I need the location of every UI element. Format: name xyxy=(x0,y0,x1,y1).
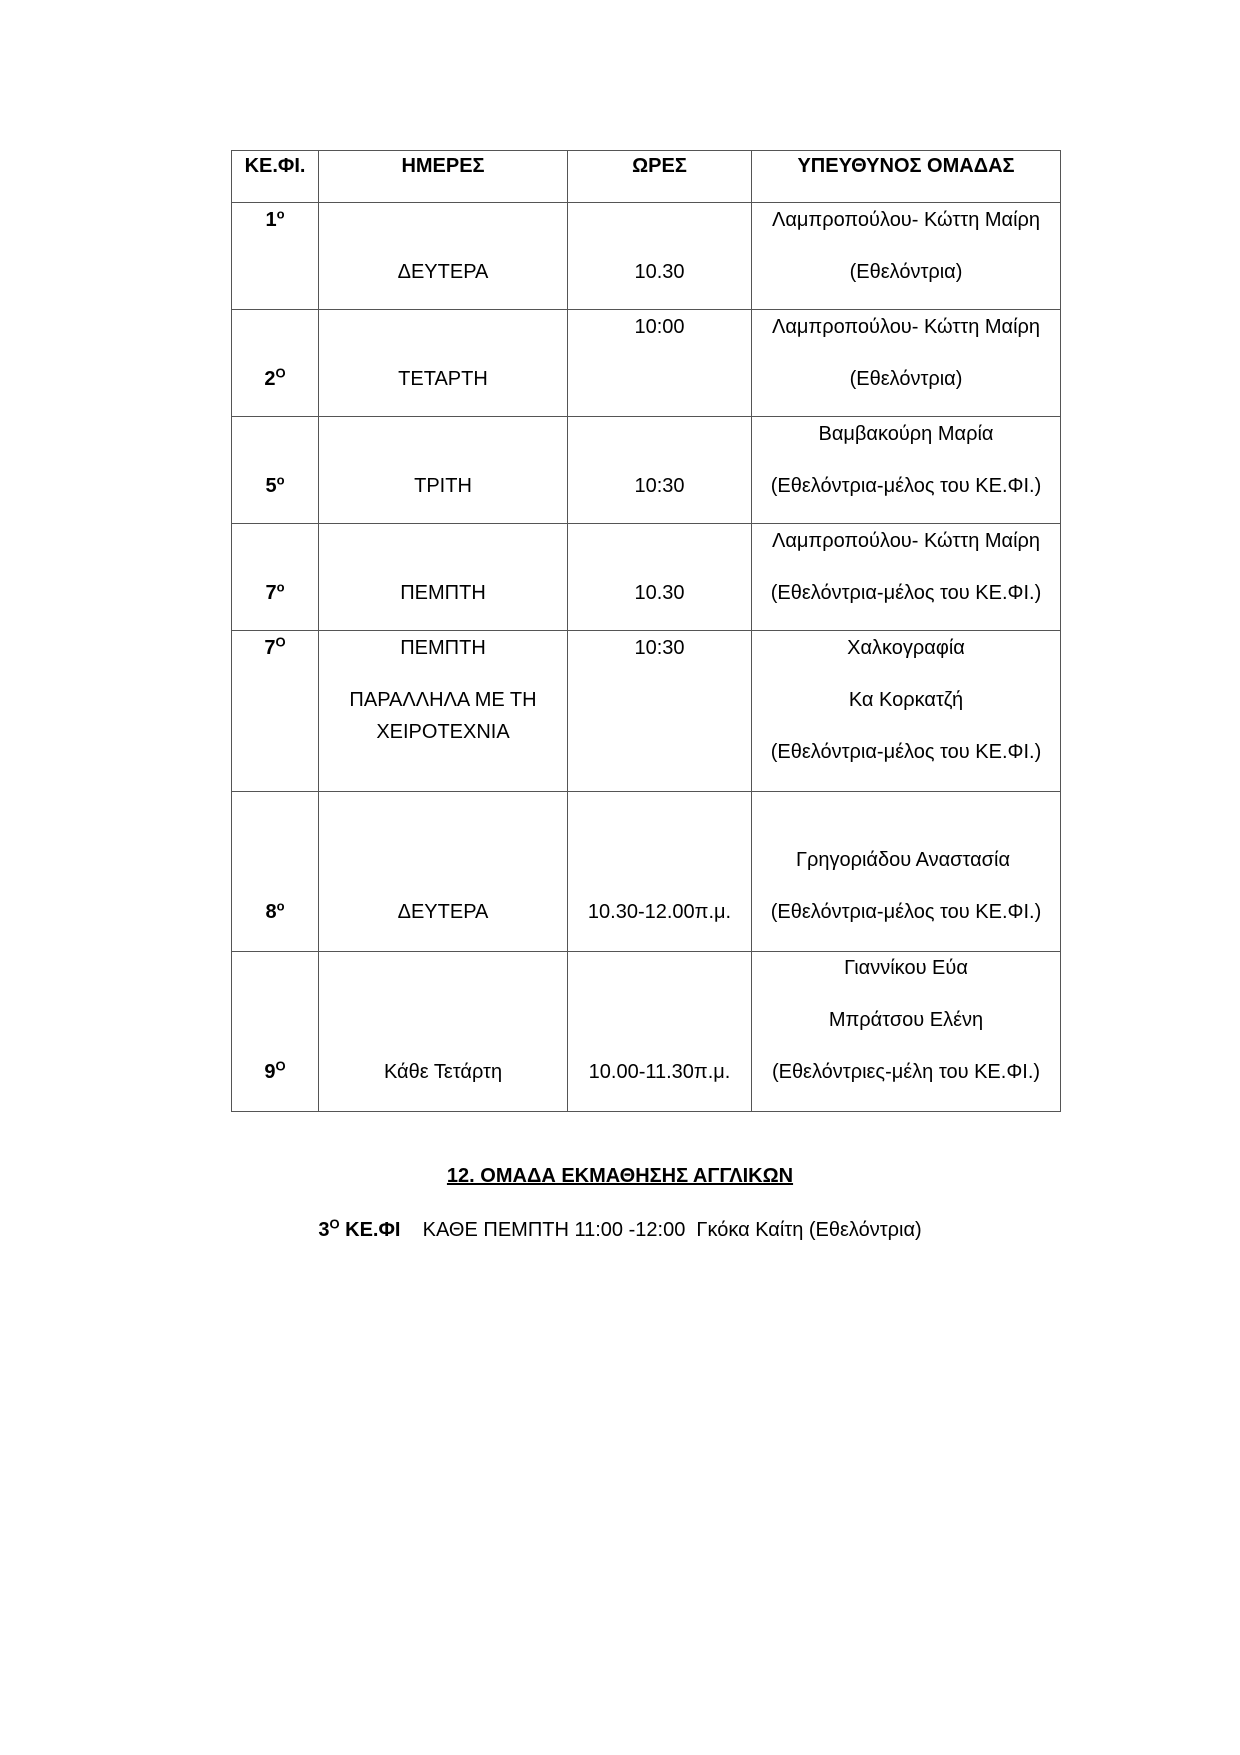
header-hours: ΩΡΕΣ xyxy=(568,151,752,203)
section-center-ordinal: Ο xyxy=(329,1216,340,1232)
responsible-cell xyxy=(752,524,1061,631)
time-cell xyxy=(568,952,752,1112)
responsible-text: (Εθελόντρια-μέλος του ΚΕ.ΦΙ.) xyxy=(770,582,1042,604)
time-cell xyxy=(568,524,752,631)
day-text: ΤΕΤΑΡΤΗ xyxy=(398,368,488,390)
section-schedule-line xyxy=(0,1216,1240,1242)
day-cell xyxy=(319,631,568,792)
day-text: Κάθε Τετάρτη xyxy=(383,1061,503,1083)
center-number: 8 xyxy=(265,901,277,923)
responsible-text: Γρηγοριάδου Αναστασία xyxy=(795,849,1011,871)
responsible-text: Γιαννίκου Εύα xyxy=(844,957,968,979)
center-ordinal: ο xyxy=(276,472,285,488)
section-details: ΚΑΘΕ ΠΕΜΠΤΗ 11:00 -12:00 Γκόκα Καίτη (Εθελόντρια) xyxy=(400,1219,922,1241)
time-cell xyxy=(568,310,752,417)
responsible-text: Χαλκογραφία xyxy=(847,637,965,659)
table-row xyxy=(232,524,1061,631)
time-text: 10:30 xyxy=(634,475,685,497)
section-center-number: 3 xyxy=(318,1219,330,1241)
table-row xyxy=(232,417,1061,524)
center-cell xyxy=(232,631,319,792)
day-text: ΠΕΜΠΤΗ xyxy=(400,582,486,604)
time-cell xyxy=(568,417,752,524)
time-text: 10:30 xyxy=(634,637,685,659)
center-ordinal: Ο xyxy=(275,365,286,381)
center-cell xyxy=(232,203,319,310)
time-cell xyxy=(568,631,752,792)
day-text: ΠΕΜΠΤΗ xyxy=(400,637,486,659)
schedule-table xyxy=(231,150,1061,1112)
time-text: 10.30-12.00π.μ. xyxy=(587,901,732,923)
day-cell xyxy=(319,792,568,952)
responsible-text: Κα Κορκατζή xyxy=(848,689,964,711)
day-cell xyxy=(319,203,568,310)
day-text: ΔΕΥΤΕΡΑ xyxy=(397,261,489,283)
table-header-row xyxy=(232,151,1061,203)
time-text: 10.30 xyxy=(634,261,685,283)
time-text: 10:00 xyxy=(634,316,685,338)
responsible-cell xyxy=(752,631,1061,792)
time-text: 10.30 xyxy=(634,582,685,604)
responsible-text: (Εθελόντρια) xyxy=(849,261,963,283)
responsible-text: (Εθελόντρια) xyxy=(849,368,963,390)
responsible-cell xyxy=(752,792,1061,952)
day-cell xyxy=(319,310,568,417)
center-number: 1 xyxy=(265,209,277,231)
responsible-text: Μπράτσου Ελένη xyxy=(828,1009,984,1031)
table-row xyxy=(232,310,1061,417)
center-ordinal: ο xyxy=(276,579,285,595)
center-ordinal: Ο xyxy=(275,634,286,650)
table-row xyxy=(232,792,1061,952)
day-cell xyxy=(319,952,568,1112)
table-row xyxy=(232,631,1061,792)
responsible-cell xyxy=(752,417,1061,524)
responsible-text: Λαμπροπούλου- Κώττη Μαίρη xyxy=(771,530,1041,552)
section-center-label: ΚΕ.ΦΙ xyxy=(339,1219,401,1241)
center-number: 5 xyxy=(265,475,277,497)
responsible-text: Λαμπροπούλου- Κώττη Μαίρη xyxy=(771,316,1041,338)
responsible-text: (Εθελόντρια-μέλος του ΚΕ.ΦΙ.) xyxy=(770,741,1042,763)
responsible-cell xyxy=(752,310,1061,417)
responsible-text: (Εθελόντρια-μέλος του ΚΕ.ΦΙ.) xyxy=(770,901,1042,923)
table-row xyxy=(232,952,1061,1112)
day-text: ΤΡΙΤΗ xyxy=(414,475,472,497)
center-number: 2 xyxy=(264,368,276,390)
center-cell xyxy=(232,417,319,524)
time-cell xyxy=(568,792,752,952)
day-text: ΔΕΥΤΕΡΑ xyxy=(397,901,489,923)
day-text: ΠΑΡΑΛΛΗΛΑ ΜΕ ΤΗ xyxy=(349,689,537,711)
responsible-text: Βαμβακούρη Μαρία xyxy=(818,423,994,445)
center-number: 9 xyxy=(264,1061,276,1083)
section-center xyxy=(318,1216,401,1241)
responsible-cell xyxy=(752,952,1061,1112)
center-cell xyxy=(232,792,319,952)
day-cell xyxy=(319,417,568,524)
center-ordinal: Ο xyxy=(275,1058,286,1074)
responsible-text: (Εθελόντριες-μέλη του ΚΕ.ΦΙ.) xyxy=(771,1061,1041,1083)
responsible-text: Λαμπροπούλου- Κώττη Μαίρη xyxy=(771,209,1041,231)
day-cell xyxy=(319,524,568,631)
center-ordinal: ο xyxy=(276,206,285,222)
responsible-text: (Εθελόντρια-μέλος του ΚΕ.ΦΙ.) xyxy=(770,475,1042,497)
center-number: 7 xyxy=(264,637,276,659)
section-title: 12. ΟΜΑΔΑ ΕΚΜΑΘΗΣΗΣ ΑΓΓΛΙΚΩΝ xyxy=(446,1165,794,1187)
center-cell xyxy=(232,524,319,631)
center-ordinal: ο xyxy=(276,898,285,914)
header-responsible: ΥΠΕΥΘΥΝΟΣ ΟΜΑΔΑΣ xyxy=(752,151,1061,203)
center-cell xyxy=(232,310,319,417)
center-number: 7 xyxy=(265,582,277,604)
table-row xyxy=(232,203,1061,310)
center-cell xyxy=(232,952,319,1112)
header-days: ΗΜΕΡΕΣ xyxy=(319,151,568,203)
time-cell xyxy=(568,203,752,310)
header-center: ΚΕ.ΦΙ. xyxy=(232,151,319,203)
day-text: ΧΕΙΡΟΤΕΧΝΙΑ xyxy=(376,721,510,743)
time-text: 10.00-11.30π.μ. xyxy=(588,1061,731,1083)
responsible-cell xyxy=(752,203,1061,310)
